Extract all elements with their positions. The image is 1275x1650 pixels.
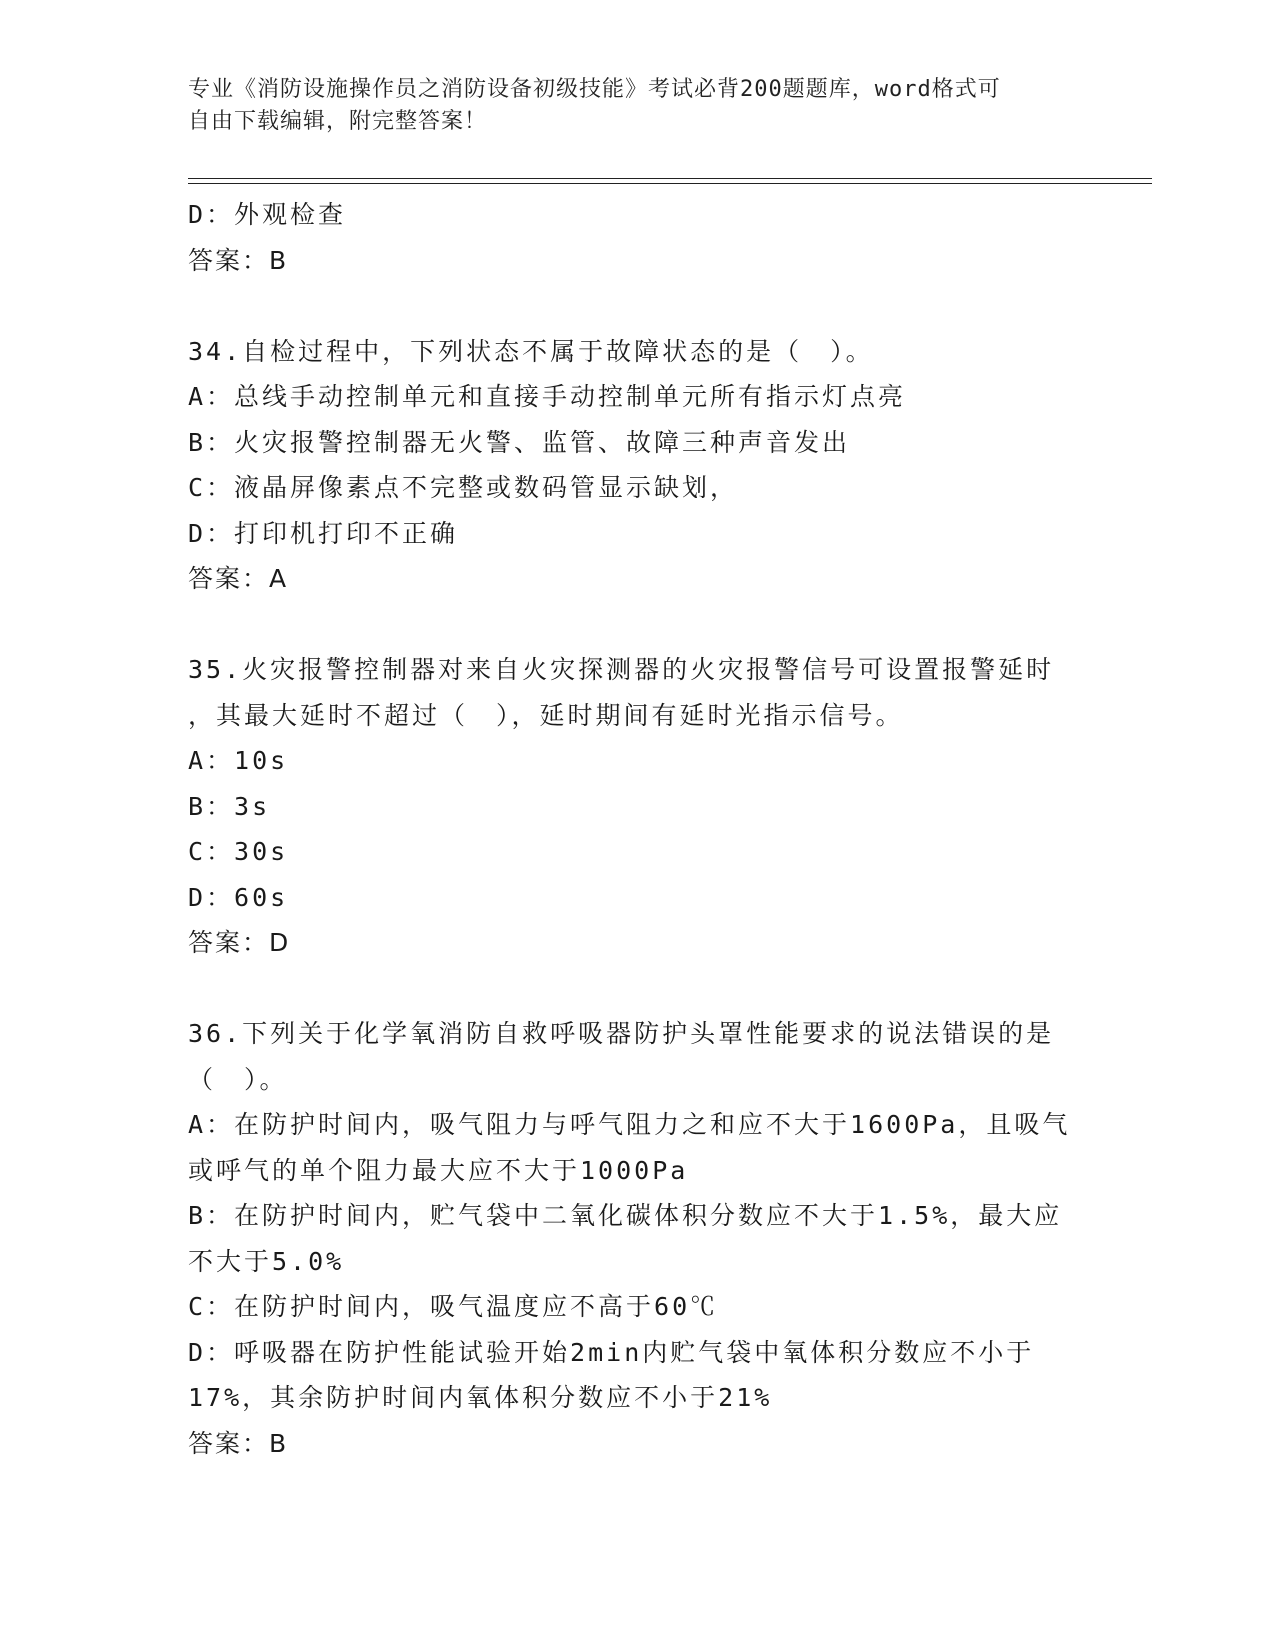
question-content [188, 192, 1088, 1466]
spacer [188, 283, 1088, 329]
option-b: B：3s [188, 791, 271, 821]
option-d: D：打印机打印不正确 [188, 518, 459, 548]
question-stem: 35.火灾报警控制器对来自火灾探测器的火灾报警信号可设置报警延时 [188, 655, 1055, 684]
answer: 答案：A [188, 564, 289, 593]
option-a-continued: 或呼气的单个阻力最大应不大于1000Pa [188, 1155, 689, 1185]
question-stem-continued: ，其最大延时不超过（ ），延时期间有延时光指示信号。 [188, 700, 904, 730]
option-b: B：火灾报警控制器无火警、监管、故障三种声音发出 [188, 427, 851, 457]
header-divider-bottom [188, 183, 1152, 184]
option-c: C：30s [188, 837, 289, 866]
question-stem: 34.自检过程中，下列状态不属于故障状态的是（ ）。 [188, 336, 874, 366]
question-34 [188, 329, 1088, 602]
option-a: A：总线手动控制单元和直接手动控制单元所有指示灯点亮 [188, 382, 907, 411]
question-stem-continued: （ ）。 [188, 1064, 288, 1094]
answer: 答案：B [188, 1428, 289, 1458]
document-header [188, 74, 1088, 138]
option-a: A：在防护时间内，吸气阻力与呼气阻力之和应不大于1600Pa，且吸气 [188, 1110, 1071, 1139]
header-line-2: 自由下载编辑，附完整答案！ [188, 109, 488, 134]
question-35 [188, 647, 1088, 966]
option-c: C：在防护时间内，吸气温度应不高于60℃ [188, 1292, 719, 1321]
option-b: B：在防护时间内，贮气袋中二氧化碳体积分数应不大于1.5%，最大应 [188, 1201, 1063, 1230]
question-36 [188, 1011, 1088, 1466]
prev-option-d: D：外观检查 [188, 200, 347, 229]
option-d: D：呼吸器在防护性能试验开始2min内贮气袋中氧体积分数应不小于 [188, 1337, 1035, 1367]
answer: 答案：D [188, 928, 291, 957]
header-line-1: 专业《消防设施操作员之消防设备初级技能》考试必背200题题库，word格式可 [188, 77, 1001, 102]
spacer [188, 602, 1088, 648]
option-b-continued: 不大于5.0% [188, 1246, 345, 1276]
header-divider-top [188, 178, 1152, 179]
option-a: A：10s [188, 746, 289, 775]
option-d-continued: 17%，其余防护时间内氧体积分数应不小于21% [188, 1383, 773, 1412]
option-d: D：60s [188, 882, 289, 912]
question-stem: 36.下列关于化学氧消防自救呼吸器防护头罩性能要求的说法错误的是 [188, 1019, 1055, 1048]
prev-answer: 答案：B [188, 245, 289, 275]
option-c: C：液晶屏像素点不完整或数码管显示缺划， [188, 473, 739, 502]
spacer [188, 966, 1088, 1012]
